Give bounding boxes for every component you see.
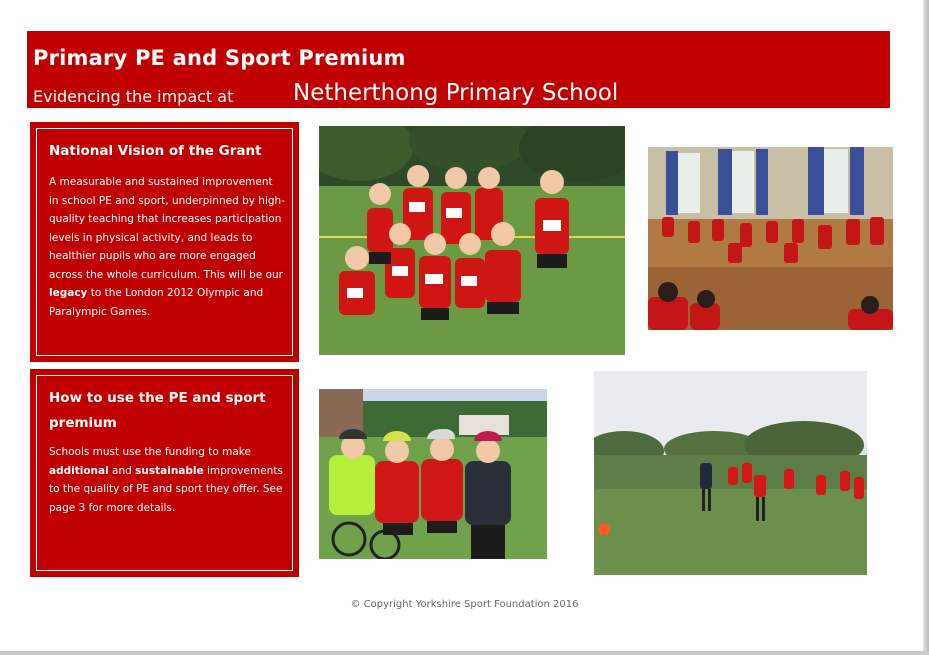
howto-text-part: improvements to the quality of PE and sport they offer. See page 3 for more details. — [49, 464, 283, 514]
national-vision-box — [32, 124, 297, 360]
photo-dance-hall — [648, 147, 893, 330]
howto-text-part: Schools must use the funding to make — [49, 446, 251, 458]
howto-text-bold: sustainable — [135, 464, 204, 477]
photo-cycling-children — [319, 389, 547, 559]
header-banner — [27, 31, 890, 108]
page-subtitle: Evidencing the impact at — [33, 87, 234, 106]
how-to-use-title: How to use the PE and sport premium — [49, 390, 266, 431]
howto-text-part: and — [108, 464, 136, 477]
national-vision-title: National Vision of the Grant — [49, 143, 262, 159]
page-title: Primary PE and Sport Premium — [33, 46, 406, 70]
copyright-notice: © Copyright Yorkshire Sport Foundation 2016 — [350, 599, 579, 610]
vision-text-part: to the London 2012 Olympic and Paralympic Games. — [49, 287, 264, 318]
vision-text-bold: legacy — [49, 287, 88, 299]
how-to-use-text — [49, 443, 285, 517]
vision-text-part: A measurable and sustained improvement in school PE and sport, underpinned by high-quality teaching that increases participation levels in physical activity, and leads to healthier pupils who are more engaged across the whole curriculum. This will be our — [49, 176, 285, 281]
photo-football-field — [594, 371, 867, 575]
school-name: Netherthong Primary School — [293, 80, 619, 106]
how-to-use-box — [32, 371, 297, 575]
page-edge-right — [923, 0, 929, 655]
howto-text-bold: additional — [49, 464, 109, 477]
page-edge-bottom — [0, 651, 929, 655]
photo-running-team — [319, 126, 625, 355]
national-vision-text — [49, 173, 285, 321]
